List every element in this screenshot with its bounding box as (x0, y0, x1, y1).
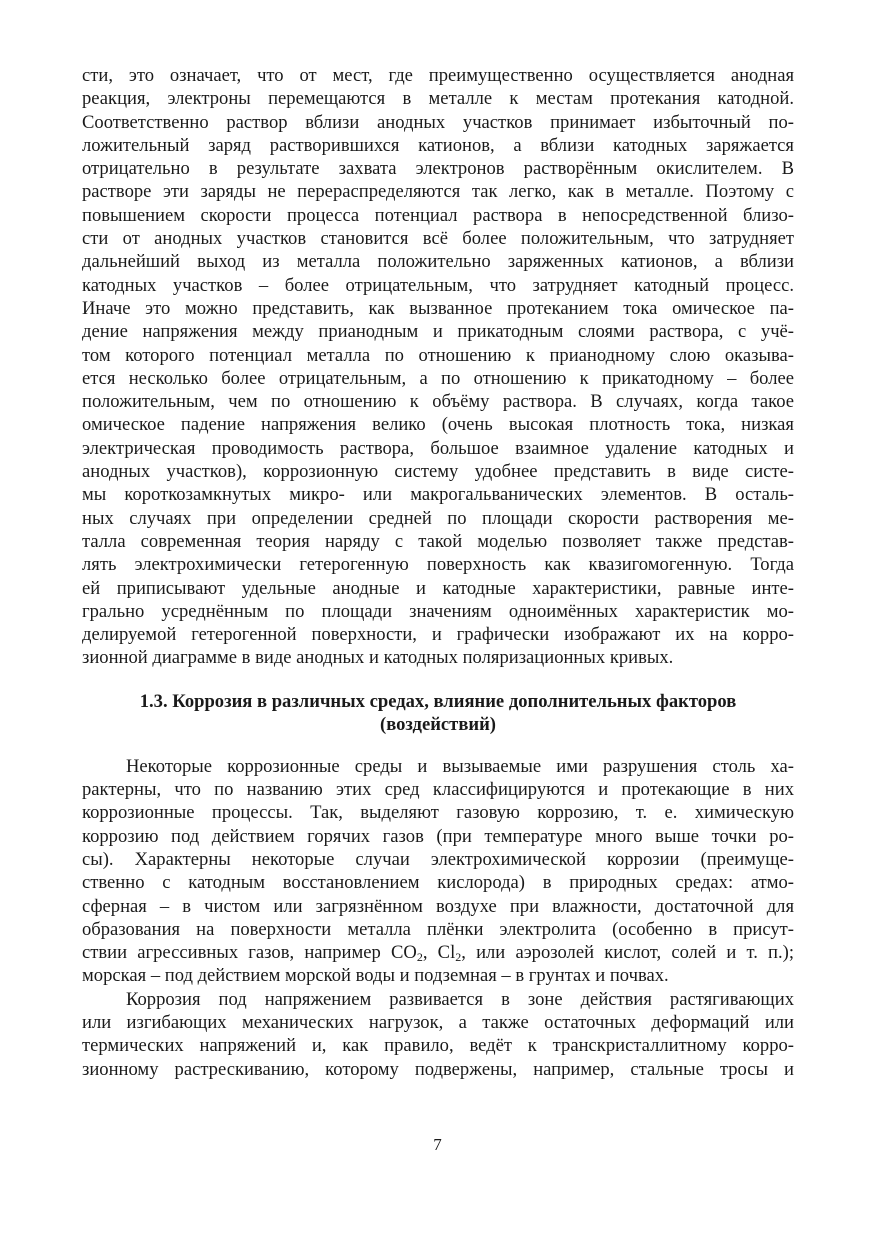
text-line: или изгибающих механических нагрузок, а также остаточных деформаций или (82, 1011, 794, 1033)
text-line: Соответственно раствор вблизи анодных участков принимает избыточный по- (82, 111, 794, 133)
text-line: рактерны, что по названию этих сред классифицируются и протекающие в них (82, 779, 794, 801)
text-line: термических напряжений и, как правило, ведёт к транскристаллитному корро- (82, 1035, 794, 1057)
text-line-with-formulas (82, 941, 794, 964)
text-line: сы). Характерны некоторые случаи электрохимической коррозии (преимуще- (82, 848, 794, 870)
paragraph-2 (82, 755, 794, 988)
text-line: лять электрохимически гетерогенную поверхность как квазигомогенную. Тогда (82, 554, 794, 576)
text-line: электрическая проводимость раствора, большое взаимное удаление катодных и (82, 437, 794, 459)
section-heading-line-2: (воздействий) (380, 714, 496, 736)
text-line: ных случаях при определении средней по площади скорости растворения ме- (82, 507, 794, 529)
paragraph-3 (82, 988, 794, 1081)
text-line: сти от анодных участков становится всё более положительным, что затрудняет (82, 228, 794, 250)
text-line: Иначе это можно представить, как вызванное протеканием тока омическое па- (82, 297, 794, 319)
page-number: 7 (433, 1135, 442, 1154)
text-line: грально усреднённым по площади значениям одноимённых характеристик мо- (82, 600, 794, 622)
text-line: отрицательно в результате захвата электронов растворённым окислителем. В (82, 158, 794, 180)
text-line: сферная – в чистом или загрязнённом воздухе при влажности, достаточной для (82, 895, 794, 917)
text-fragment: , или аэрозолей кислот, солей и т. п.); (461, 942, 794, 964)
text-line: дение напряжения между прианодным и прикатодным слоями раствора, с учё- (82, 321, 794, 343)
text-line: делируемой гетерогенной поверхности, и графически изображают их на корро- (82, 624, 794, 646)
text-line: мы короткозамкнутых микро- или макрогальванических элементов. В осталь- (82, 484, 794, 506)
page-body (82, 64, 794, 1081)
text-line: повышением скорости процесса потенциал раствора в непосредственной близо- (82, 204, 794, 226)
text-line: зионному растрескиванию, которому подвержены, например, стальные тросы и (82, 1058, 794, 1080)
text-line: ей приписывают удельные анодные и катодные характеристики, равные инте- (82, 577, 794, 599)
text-line: анодных участков), коррозионную систему удобнее представить в виде систе- (82, 461, 794, 483)
section-heading (82, 690, 794, 737)
text-line: дальнейший выход из металла положительно заряженных катионов, а вблизи (82, 251, 794, 273)
text-line: катодных участков – более отрицательным, что затрудняет катодный процесс. (82, 274, 794, 296)
text-line: реакция, электроны перемещаются в металле к местам протекания катодной. (82, 88, 794, 110)
text-line: талла современная теория наряду с такой моделью позволяет также представ- (82, 530, 794, 552)
text-line: морская – под действием морской воды и подземная – в грунтах и почвах. (82, 965, 669, 987)
text-fragment: , Cl (422, 942, 456, 964)
text-line: омическое падение напряжения велико (очень высокая плотность тока, низкая (82, 414, 794, 436)
text-line: ственно с катодным восстановлением кислорода) в природных средах: атмо- (82, 872, 794, 894)
text-line: положительным, чем по отношению к объёму раствора. В случаях, когда такое (82, 391, 794, 413)
text-line: Некоторые коррозионные среды и вызываемые ими разрушения столь ха- (126, 755, 794, 777)
paragraph-1 (82, 64, 794, 670)
text-fragment: ствии агрессивных газов, например CO (82, 942, 417, 964)
subscript: 2 (416, 950, 423, 965)
text-line: том которого потенциал металла по отношению к прианодному слою оказыва- (82, 344, 794, 366)
section-heading-line-1: 1.3. Коррозия в различных средах, влияние дополнительных факторов (139, 690, 737, 712)
subscript: 2 (455, 950, 462, 965)
text-line: зионной диаграмме в виде анодных и катодных поляризационных кривых. (82, 647, 674, 669)
text-line: Коррозия под напряжением развивается в зоне действия растягивающих (126, 988, 794, 1010)
text-line: ложительный заряд растворившихся катионов, а вблизи катодных заряжается (82, 134, 794, 156)
text-line: образования на поверхности металла плёнки электролита (особенно в присут- (82, 918, 794, 940)
text-line: ется несколько более отрицательным, а по отношению к прикатодному – более (82, 367, 794, 389)
text-line: растворе эти заряды не перераспределяются так легко, как в металле. Поэтому с (82, 181, 794, 203)
text-line: сти, это означает, что от мест, где преимущественно осуществляется анодная (82, 65, 794, 86)
text-line: коррозию под действием горячих газов (при температуре много выше точки ро- (82, 825, 794, 847)
text-line: коррозионные процессы. Так, выделяют газовую коррозию, т. е. химическую (82, 802, 794, 824)
